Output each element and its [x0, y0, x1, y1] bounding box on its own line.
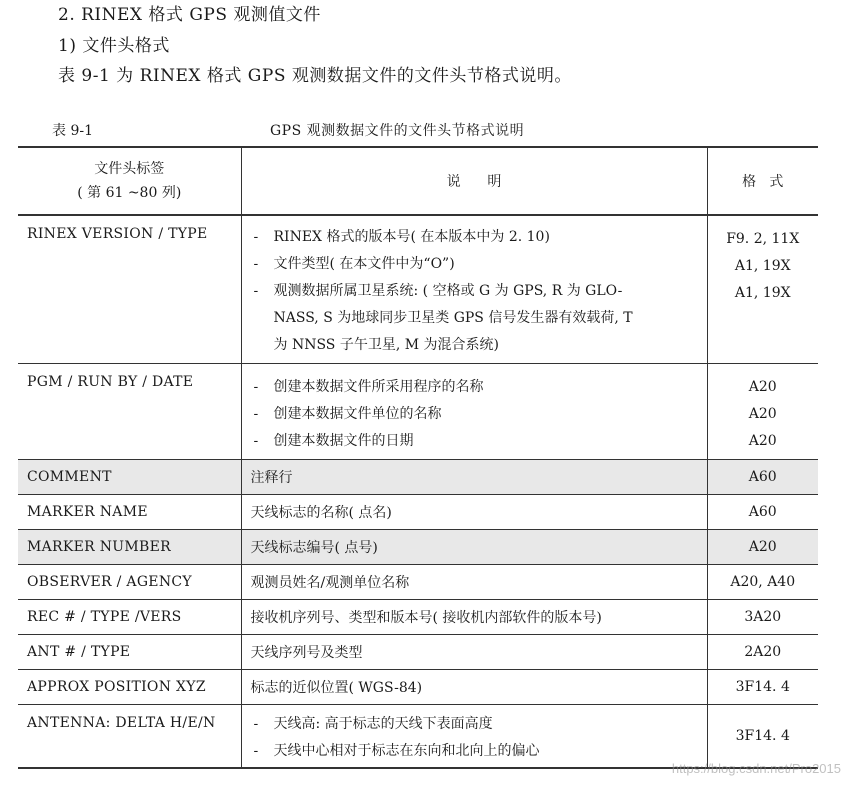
- table-row: [18, 600, 818, 635]
- row-label-cell: [18, 635, 241, 670]
- format-value: 3F14. 4: [735, 679, 790, 695]
- row-label: ANT # / TYPE: [27, 644, 131, 660]
- row-label: ANTENNA: DELTA H/E/N: [27, 715, 216, 731]
- description-text: 观测员姓名/观测单位名称: [250, 575, 410, 591]
- table-row: [18, 495, 818, 530]
- format-value: A20: [748, 539, 777, 555]
- row-description-cell: [241, 565, 707, 600]
- table-row: [18, 215, 818, 364]
- format-value: A60: [748, 504, 777, 520]
- format-value: A20: [748, 406, 777, 422]
- row-label-cell: [18, 530, 241, 565]
- row-label-cell: [18, 565, 241, 600]
- table-row: [18, 705, 818, 769]
- section-heading: 2. RINEX 格式 GPS 观测值文件: [58, 5, 321, 25]
- row-label: OBSERVER / AGENCY: [27, 574, 192, 590]
- row-format-cell: [707, 460, 818, 495]
- description-text: 创建本数据文件的日期: [273, 433, 414, 449]
- row-label-cell: [18, 460, 241, 495]
- description-continuation: 为 NNSS 子午卫星, M 为混合系统): [273, 337, 499, 353]
- description-continuation: NASS, S 为地球同步卫星类 GPS 信号发生器有效载荷, T: [273, 310, 633, 326]
- row-label-cell: [18, 705, 241, 769]
- row-label-cell: [18, 495, 241, 530]
- row-format-cell: [707, 215, 818, 364]
- description-item: - 创建本数据文件的日期: [253, 433, 414, 449]
- description-text: 标志的近似位置( WGS-84): [250, 680, 423, 696]
- row-description-cell: [241, 670, 707, 705]
- row-description-cell: [241, 705, 707, 769]
- row-description-cell: [241, 364, 707, 460]
- row-label: MARKER NAME: [27, 504, 148, 520]
- description-text: 文件类型( 在本文件中为“O”): [273, 256, 455, 272]
- table-caption-number: 表 9-1: [52, 123, 93, 139]
- header-format-table: [18, 146, 818, 769]
- row-format-cell: [707, 600, 818, 635]
- description-header-text: 说 明: [446, 174, 502, 190]
- format-value: A20: [748, 379, 777, 395]
- description-text: 天线序列号及类型: [250, 645, 363, 661]
- row-label-cell: [18, 670, 241, 705]
- description-item: - 天线中心相对于标志在东向和北向上的偏心: [253, 743, 540, 759]
- description-text: 天线高: 高于标志的天线下表面高度: [273, 716, 493, 732]
- format-value: F9. 2, 11X: [726, 231, 800, 247]
- table-row: [18, 565, 818, 600]
- description-item: - 天线高: 高于标志的天线下表面高度: [253, 716, 493, 732]
- format-value: 3F14. 4: [735, 728, 790, 744]
- row-description-cell: [241, 635, 707, 670]
- table-caption-title: GPS 观测数据文件的文件头节格式说明: [270, 123, 525, 139]
- description-text: 观测数据所属卫星系统: ( 空格或 G 为 GPS, R 为 GLO-: [273, 283, 623, 299]
- watermark-text: https://blog.csdn.net/Pro2015: [671, 761, 841, 776]
- row-label: APPROX POSITION XYZ: [27, 679, 206, 695]
- table-row: [18, 670, 818, 705]
- description-text: 天线标志编号( 点号): [250, 540, 378, 556]
- row-label: REC # / TYPE /VERS: [27, 609, 182, 625]
- description-text: 创建本数据文件所采用程序的名称: [273, 379, 484, 395]
- subsection-heading: 1) 文件头格式: [58, 36, 170, 56]
- intro-paragraph: 表 9-1 为 RINEX 格式 GPS 观测数据文件的文件头节格式说明。: [58, 66, 572, 86]
- format-value: A1, 19X: [734, 258, 791, 274]
- row-label: PGM / RUN BY / DATE: [27, 374, 194, 390]
- format-value: 3A20: [744, 609, 782, 625]
- format-header-text: 格 式: [742, 174, 784, 190]
- row-format-cell: [707, 565, 818, 600]
- description-text: 天线标志的名称( 点名): [250, 505, 392, 521]
- description-item: - RINEX 格式的版本号( 在本版本中为 2. 10): [253, 229, 550, 245]
- row-description-cell: [241, 530, 707, 565]
- row-label-cell: [18, 600, 241, 635]
- row-description-cell: [241, 600, 707, 635]
- row-description-cell: [241, 495, 707, 530]
- row-label-cell: [18, 215, 241, 364]
- row-description-cell: [241, 215, 707, 364]
- label-header-line2: ( 第 61 ~80 列): [77, 185, 182, 201]
- format-value: A20: [748, 433, 777, 449]
- table-row: [18, 530, 818, 565]
- table-row: [18, 460, 818, 495]
- format-value: A60: [748, 469, 777, 485]
- label-column-header: [18, 147, 241, 215]
- row-format-cell: [707, 670, 818, 705]
- format-value: A1, 19X: [734, 285, 791, 301]
- table-row: [18, 364, 818, 460]
- format-value: 2A20: [744, 644, 782, 660]
- row-label-cell: [18, 364, 241, 460]
- row-format-cell: [707, 635, 818, 670]
- description-text: 创建本数据文件单位的名称: [273, 406, 442, 422]
- description-item: - 创建本数据文件所采用程序的名称: [253, 379, 484, 395]
- description-text: 天线中心相对于标志在东向和北向上的偏心: [273, 743, 540, 759]
- format-value: A20, A40: [730, 574, 796, 590]
- row-format-cell: [707, 705, 818, 769]
- row-label: COMMENT: [27, 469, 112, 485]
- format-column-header: [707, 147, 818, 215]
- description-item: - 创建本数据文件单位的名称: [253, 406, 442, 422]
- label-header-line1: 文件头标签: [94, 161, 165, 177]
- row-description-cell: [241, 460, 707, 495]
- row-label: RINEX VERSION / TYPE: [27, 226, 208, 242]
- row-format-cell: [707, 495, 818, 530]
- row-format-cell: [707, 530, 818, 565]
- description-text: RINEX 格式的版本号( 在本版本中为 2. 10): [273, 229, 550, 245]
- description-item: - 文件类型( 在本文件中为“O”): [253, 256, 455, 272]
- table-header-row: [18, 147, 818, 215]
- description-item: - 观测数据所属卫星系统: ( 空格或 G 为 GPS, R 为 GLO-: [253, 283, 623, 299]
- row-label: MARKER NUMBER: [27, 539, 171, 555]
- description-text: 接收机序列号、类型和版本号( 接收机内部软件的版本号): [250, 610, 602, 626]
- table-row: [18, 635, 818, 670]
- row-format-cell: [707, 364, 818, 460]
- description-column-header: [241, 147, 707, 215]
- description-text: 注释行: [250, 470, 293, 486]
